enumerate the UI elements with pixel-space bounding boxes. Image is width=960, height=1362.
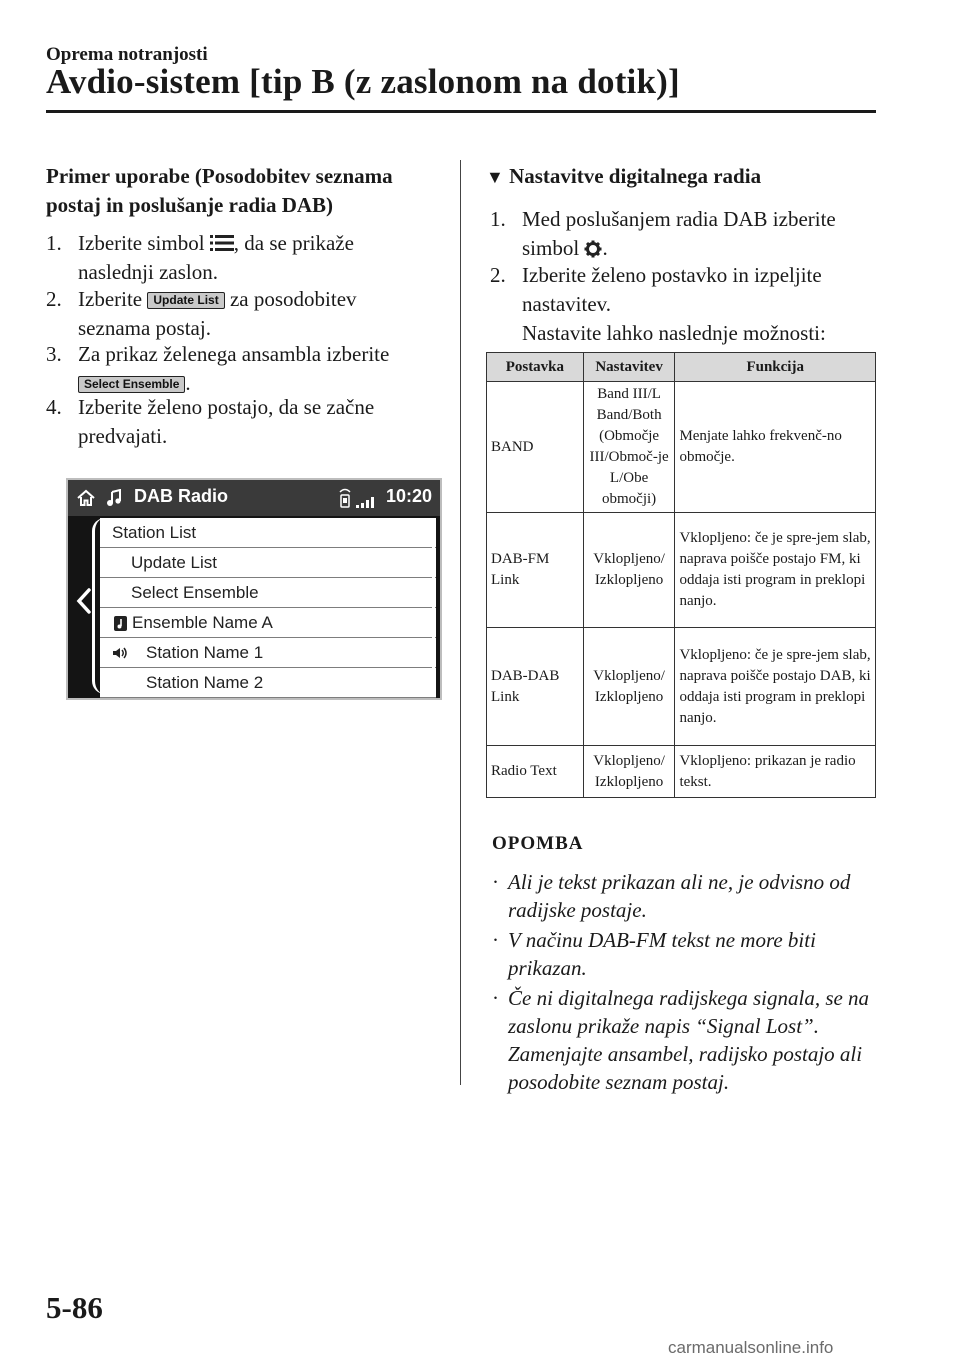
note-text: Če ni digitalnega radijskega signala, se na zaslonu prikaže napis “Signal Lost”. Zamenjajte ansambel, radijsko postajo ali posodobite seznam postaj.: [508, 986, 870, 1094]
row-label: Select Ensemble: [131, 583, 259, 602]
row-label: Ensemble Name A: [132, 613, 273, 632]
example-heading-line1: Primer uporabe (Posodobitev seznama: [46, 164, 393, 188]
step-number: 4.: [46, 395, 62, 419]
cell-item: DAB-FM Link: [487, 513, 584, 628]
device-signal-icon: [338, 488, 352, 508]
table-row: [487, 746, 876, 798]
bullet: ·: [492, 928, 499, 952]
example-heading-line2: postaj in poslušanje radia DAB): [46, 193, 334, 217]
title-rule: [46, 110, 876, 113]
ensemble-row[interactable]: [100, 608, 436, 638]
row-label: Update List: [131, 553, 217, 572]
settings-table: [486, 352, 876, 798]
signal-strength-icon: [356, 496, 376, 508]
back-arrow-icon[interactable]: [76, 588, 92, 614]
station-list-header[interactable]: [100, 518, 436, 548]
note-item: [492, 926, 882, 982]
table-header-row: [487, 353, 876, 382]
column-header: Postavka: [487, 353, 584, 382]
note-heading: OPOMBA: [492, 833, 584, 854]
station-row[interactable]: [100, 668, 436, 698]
step-text-part: za posodobitev: [224, 287, 357, 311]
cell-function: Vklopljeno: če je spre-jem slab, naprava poišče postajo FM, ki oddaja isti program in preklopi nanjo.: [675, 513, 876, 628]
step-text-line2: nastavitev.: [522, 292, 612, 316]
step-text-part: .: [602, 236, 608, 260]
example-heading: [46, 162, 393, 220]
cell-setting: Band III/L Band/Both (Območje III/Območ-je L/Obe območji): [583, 382, 675, 513]
station-row-playing[interactable]: [100, 638, 436, 668]
column-divider: [460, 160, 461, 1085]
step-text-line2: [522, 234, 608, 263]
note-text: V načinu DAB-FM tekst ne more biti prikazan.: [508, 928, 816, 980]
step-text-part: simbol: [522, 236, 585, 260]
step-text: [78, 285, 357, 314]
select-ensemble-button-label: Select Ensemble: [78, 376, 185, 393]
bullet: ·: [492, 870, 499, 894]
row-label: Station List: [112, 523, 197, 542]
dab-radio-screen: [66, 478, 442, 700]
cell-setting: Vklopljeno/ Izklopljeno: [583, 513, 675, 628]
table-row: [487, 513, 876, 628]
step-text-part: Izberite: [78, 287, 148, 311]
cell-item: BAND: [487, 382, 584, 513]
step-number: 1.: [46, 231, 62, 255]
digital-radio-settings-heading: [486, 162, 761, 192]
music-note-icon: [106, 489, 122, 507]
cell-setting: Vklopljeno/ Izklopljeno: [583, 628, 675, 746]
screen-clock: 10:20: [385, 486, 432, 506]
page-number: 5-86: [46, 1290, 103, 1325]
list-right-bezel: [422, 518, 435, 694]
watermark[interactable]: carmanualsonline.info: [668, 1338, 834, 1357]
update-list-button-label: Update List: [147, 292, 224, 309]
ensemble-icon: [114, 616, 127, 631]
screen-header: [68, 480, 440, 516]
step-text-line2: naslednji zaslon.: [78, 260, 218, 284]
cell-function: Vklopljeno: če je spre-jem slab, naprava poišče postajo DAB, ki oddaja isti program in preklopi nanjo.: [675, 628, 876, 746]
step-number: 3.: [46, 342, 62, 366]
cell-setting: Vklopljeno/ Izklopljeno: [583, 746, 675, 798]
cell-function: Vklopljeno: prikazan je radio tekst.: [675, 746, 876, 798]
column-header: Funkcija: [675, 353, 876, 382]
step-text-line3: Nastavite lahko naslednje možnosti:: [522, 321, 826, 345]
note-list: [492, 868, 882, 1098]
step-text-line2: seznama postaj.: [78, 316, 211, 340]
step-text: Izberite želeno postajo, da se začne: [78, 395, 375, 419]
step-number: 2.: [490, 263, 506, 287]
step-text-line2: predvajati.: [78, 424, 168, 448]
triangle-marker-icon: ▼: [486, 167, 504, 187]
row-label: Station Name 1: [146, 643, 264, 662]
step-text-part: , da se prikaže: [233, 231, 354, 255]
cell-item: DAB-DAB Link: [487, 628, 584, 746]
table-row: [487, 628, 876, 746]
step-text: Za prikaz želenega ansambla izberite: [78, 342, 390, 366]
update-list-row[interactable]: [100, 548, 436, 578]
settings-gear-icon: [584, 240, 602, 258]
home-icon[interactable]: [76, 488, 96, 508]
column-header: Nastavitev: [583, 353, 675, 382]
step-number: 2.: [46, 287, 62, 311]
note-item: [492, 868, 882, 924]
cell-item: Radio Text: [487, 746, 584, 798]
step-text: Med poslušanjem radia DAB izberite: [522, 207, 836, 231]
step-text-part: Izberite simbol: [78, 231, 210, 255]
row-label: Station Name 2: [146, 673, 264, 692]
table-row: [487, 382, 876, 513]
page-title: Avdio-sistem [tip B (z zaslonom na dotik)]: [46, 62, 680, 101]
bullet: ·: [492, 986, 499, 1010]
select-ensemble-row[interactable]: [100, 578, 436, 608]
station-list: [100, 518, 436, 698]
screen-title: DAB Radio: [134, 486, 228, 506]
cell-function: Menjate lahko frekvenč-no območje.: [675, 382, 876, 513]
section-label: Oprema notranjosti: [46, 44, 208, 65]
step-number: 1.: [490, 207, 506, 231]
heading-text: Nastavitve digitalnega radia: [509, 164, 762, 188]
step-text: [78, 229, 354, 258]
note-item: [492, 984, 882, 1096]
step-text-part: .: [185, 371, 191, 395]
note-text: Ali je tekst prikazan ali ne, je odvisno od radijske postaje.: [508, 870, 851, 922]
list-left-bezel: [92, 518, 105, 694]
step-text: Izberite želeno postavko in izpeljite: [522, 263, 822, 287]
list-icon: [210, 233, 234, 253]
speaker-playing-icon: [112, 646, 128, 660]
